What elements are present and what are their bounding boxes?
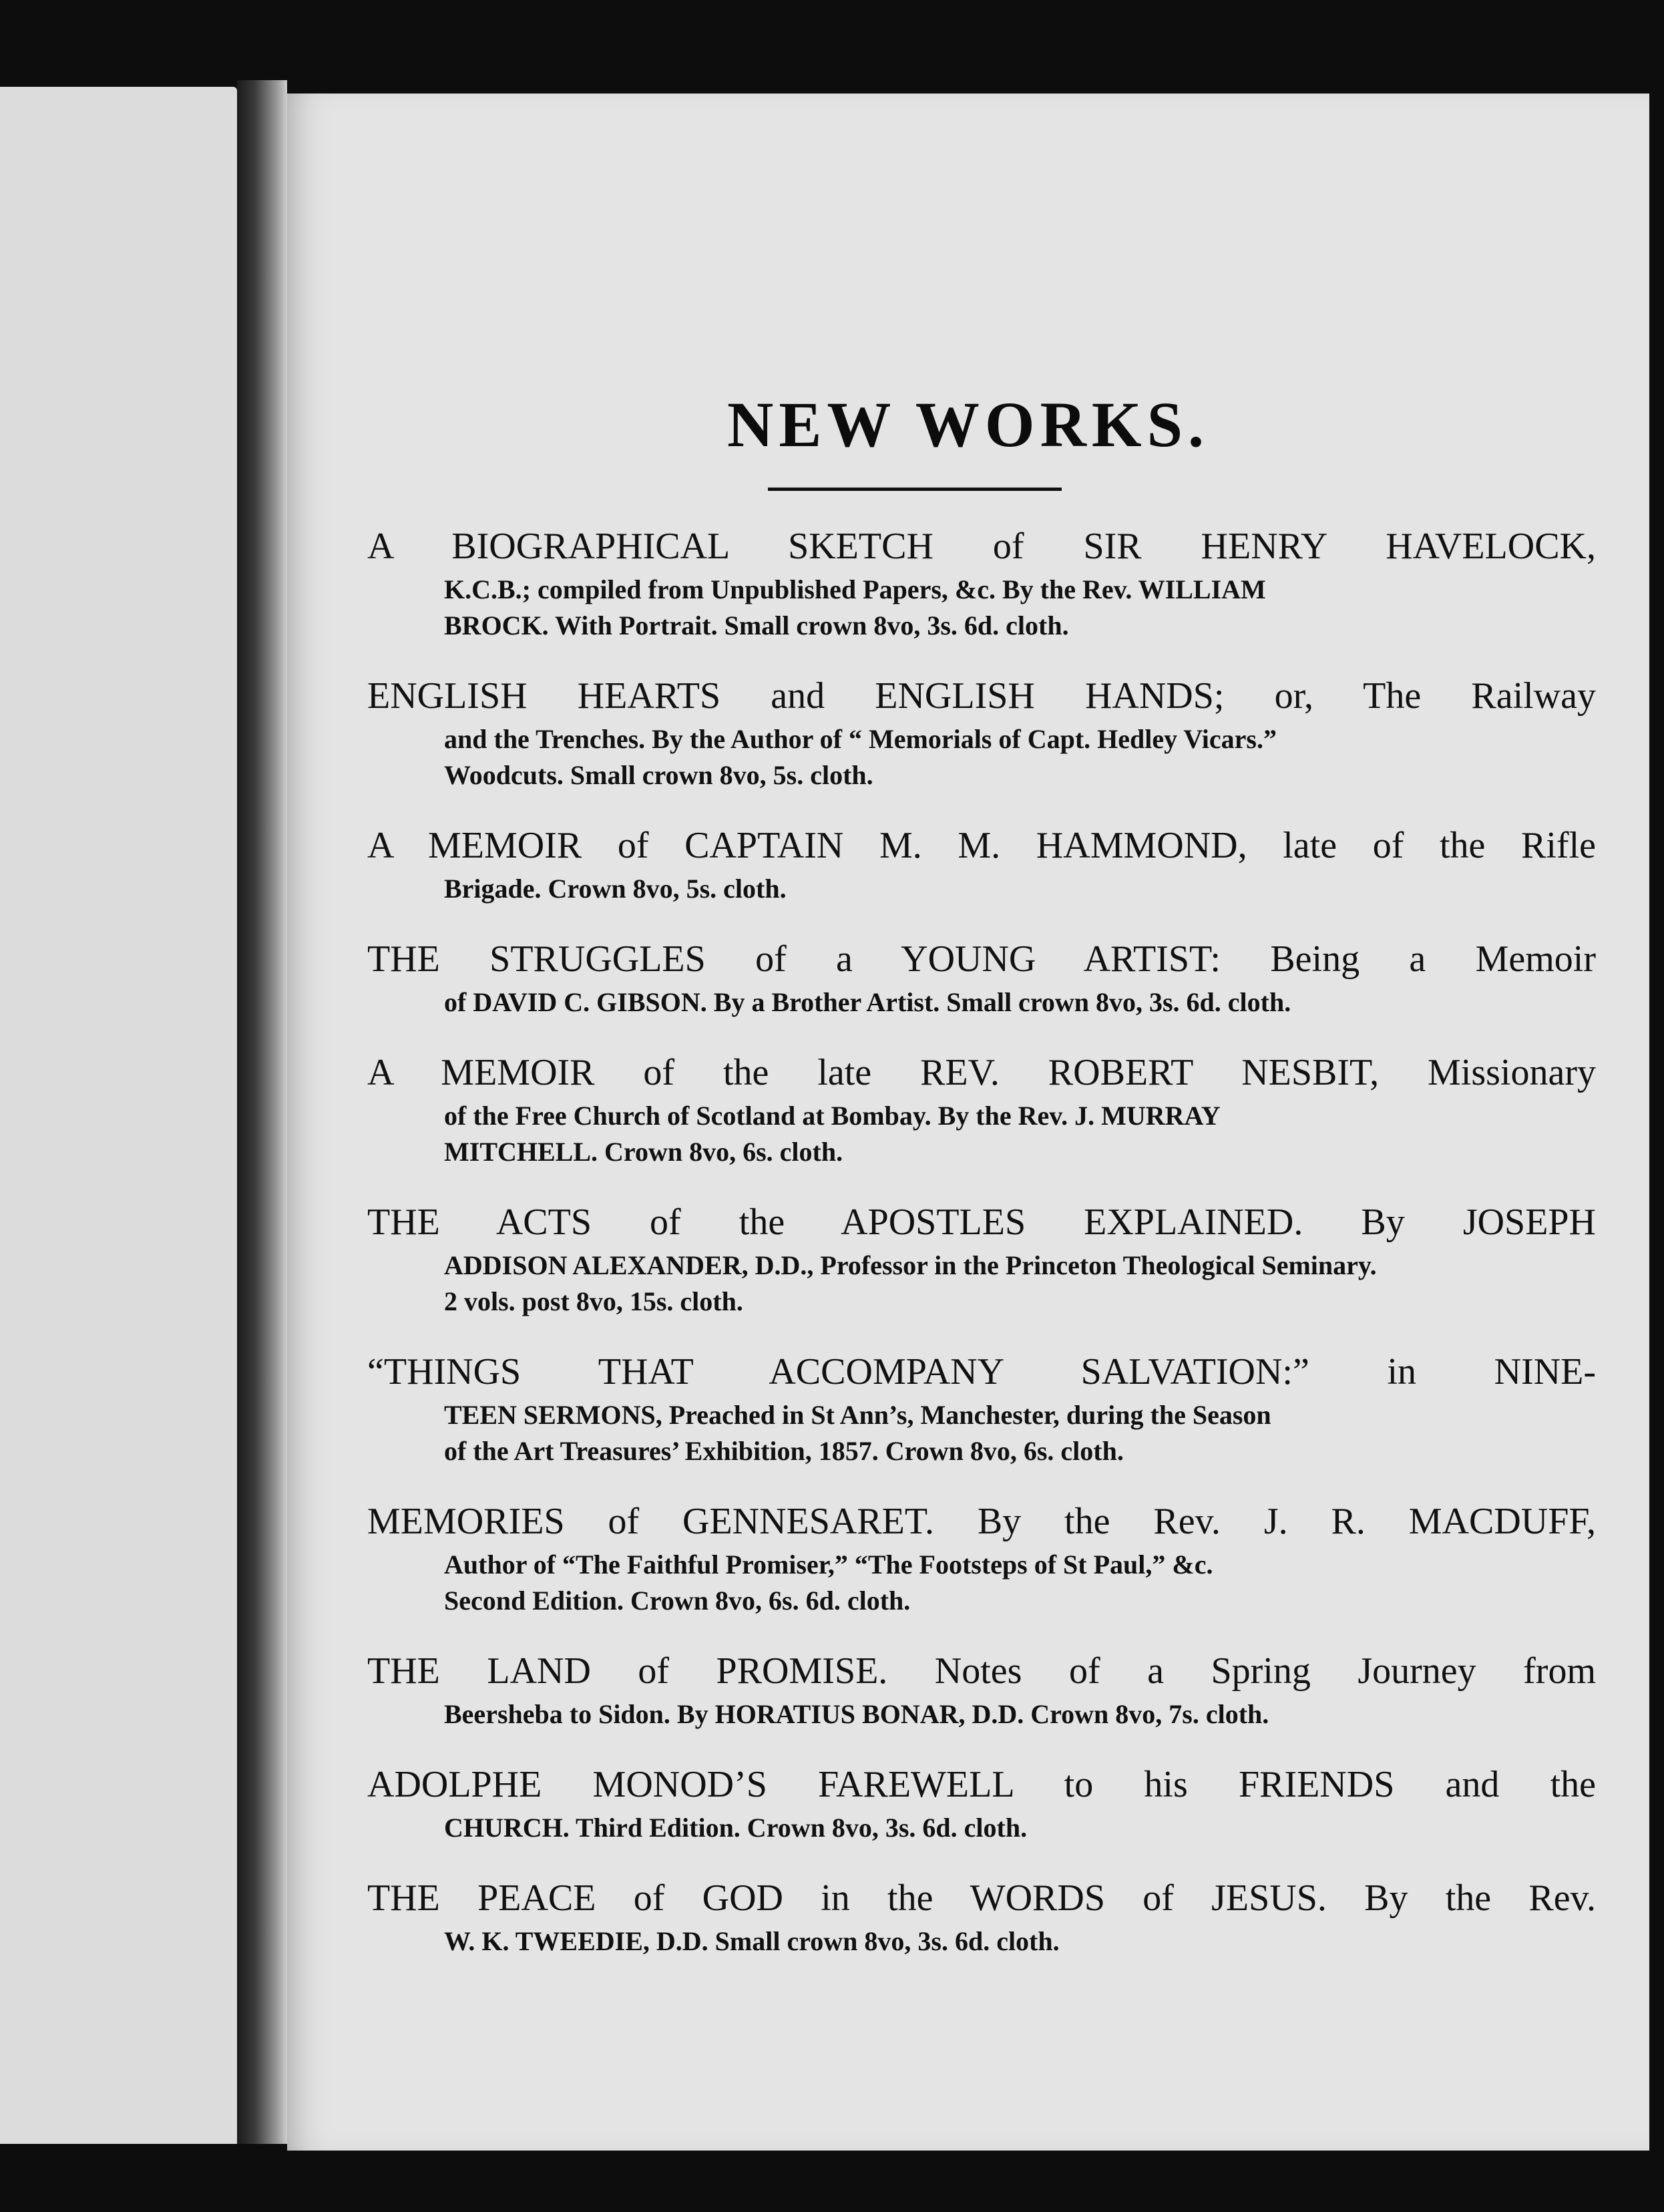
- list-item: [367, 1197, 1596, 1320]
- entry-details: [367, 1923, 1596, 1960]
- list-item: [367, 521, 1596, 644]
- entry-detail-line: TEEN SERMONS, Preached in St Ann’s, Manchester, during the Season: [444, 1400, 1271, 1430]
- entry-detail-line: Brigade. Crown 8vo, 5s. cloth.: [444, 874, 787, 904]
- entry-title: ADOLPHE MONOD’S FAREWELL to his FRIENDS and the: [367, 1764, 1596, 1805]
- entry-detail-line: and the Trenches. By the Author of “ Memorials of Capt. Hedley Vicars.”: [444, 724, 1277, 754]
- entry-title: “THINGS THAT ACCOMPANY SALVATION:” in NINE-: [367, 1351, 1596, 1393]
- entry-title: THE STRUGGLES of a YOUNG ARTIST: Being a Memoir: [367, 938, 1596, 980]
- entry-details: [367, 1098, 1596, 1170]
- list-item: [367, 1047, 1596, 1170]
- entry-details: [367, 1397, 1596, 1469]
- list-item: [367, 820, 1596, 907]
- book-page: [287, 94, 1649, 2151]
- list-item: [367, 1873, 1596, 1960]
- entry-detail-line: MITCHELL. Crown 8vo, 6s. cloth.: [444, 1137, 843, 1167]
- entry-title: THE LAND of PROMISE. Notes of a Spring Journey from: [367, 1650, 1596, 1692]
- entry-title: THE PEACE of GOD in the WORDS of JESUS. By the Rev.: [367, 1877, 1596, 1919]
- entry-detail-line: ADDISON ALEXANDER, D.D., Professor in the Princeton Theological Seminary.: [444, 1250, 1377, 1280]
- entry-title: A MEMOIR of the late REV. ROBERT NESBIT, Missionary: [367, 1052, 1596, 1093]
- entry-detail-line: K.C.B.; compiled from Unpublished Papers, &c. By the Rev. WILLIAM: [444, 574, 1266, 604]
- left-page-edge: [0, 87, 237, 2144]
- entry-details: [367, 721, 1596, 793]
- entry-detail-line: Second Edition. Crown 8vo, 6s. 6d. cloth.: [444, 1586, 911, 1616]
- list-item: [367, 1496, 1596, 1619]
- entry-detail-line: Author of “The Faithful Promiser,” “The Footsteps of St Paul,” &c.: [444, 1549, 1213, 1580]
- entry-detail-line: of the Art Treasures’ Exhibition, 1857. Crown 8vo, 6s. cloth.: [444, 1436, 1124, 1466]
- entry-details: [367, 871, 1596, 907]
- list-item: [367, 934, 1596, 1021]
- entry-title: A MEMOIR of CAPTAIN M. M. HAMMOND, late of the Rifle: [367, 825, 1596, 866]
- entry-list: [367, 521, 1596, 1986]
- entry-detail-line: BROCK. With Portrait. Small crown 8vo, 3s. 6d. cloth.: [444, 610, 1069, 640]
- entry-details: [367, 1696, 1596, 1732]
- entry-details: [367, 1810, 1596, 1846]
- entry-detail-line: CHURCH. Third Edition. Crown 8vo, 3s. 6d. cloth.: [444, 1813, 1028, 1843]
- entry-details: [367, 984, 1596, 1021]
- book-gutter: [237, 80, 287, 2144]
- entry-detail-line: of the Free Church of Scotland at Bombay. By the Rev. J. MURRAY: [444, 1101, 1221, 1131]
- entry-title: ENGLISH HEARTS and ENGLISH HANDS; or, The Railway: [367, 675, 1596, 717]
- entry-detail-line: Woodcuts. Small crown 8vo, 5s. cloth.: [444, 760, 873, 790]
- entry-detail-line: W. K. TWEEDIE, D.D. Small crown 8vo, 3s. 6d. cloth.: [444, 1926, 1060, 1956]
- entry-details: [367, 572, 1596, 644]
- list-item: [367, 1346, 1596, 1469]
- entry-details: [367, 1248, 1596, 1320]
- entry-detail-line: 2 vols. post 8vo, 15s. cloth.: [444, 1286, 743, 1316]
- list-item: [367, 1759, 1596, 1846]
- entry-title: MEMORIES of GENNESARET. By the Rev. J. R. MACDUFF,: [367, 1501, 1596, 1542]
- entry-title: A BIOGRAPHICAL SKETCH of SIR HENRY HAVELOCK,: [367, 526, 1596, 567]
- entry-detail-line: Beersheba to Sidon. By HORATIUS BONAR, D.D. Crown 8vo, 7s. cloth.: [444, 1699, 1269, 1729]
- entry-title: THE ACTS of the APOSTLES EXPLAINED. By JOSEPH: [367, 1202, 1596, 1243]
- page-heading: NEW WORKS.: [727, 389, 1209, 460]
- entry-detail-line: of DAVID C. GIBSON. By a Brother Artist. Small crown 8vo, 3s. 6d. cloth.: [444, 987, 1291, 1017]
- list-item: [367, 671, 1596, 793]
- entry-details: [367, 1547, 1596, 1619]
- heading-rule: [768, 488, 1062, 491]
- list-item: [367, 1646, 1596, 1732]
